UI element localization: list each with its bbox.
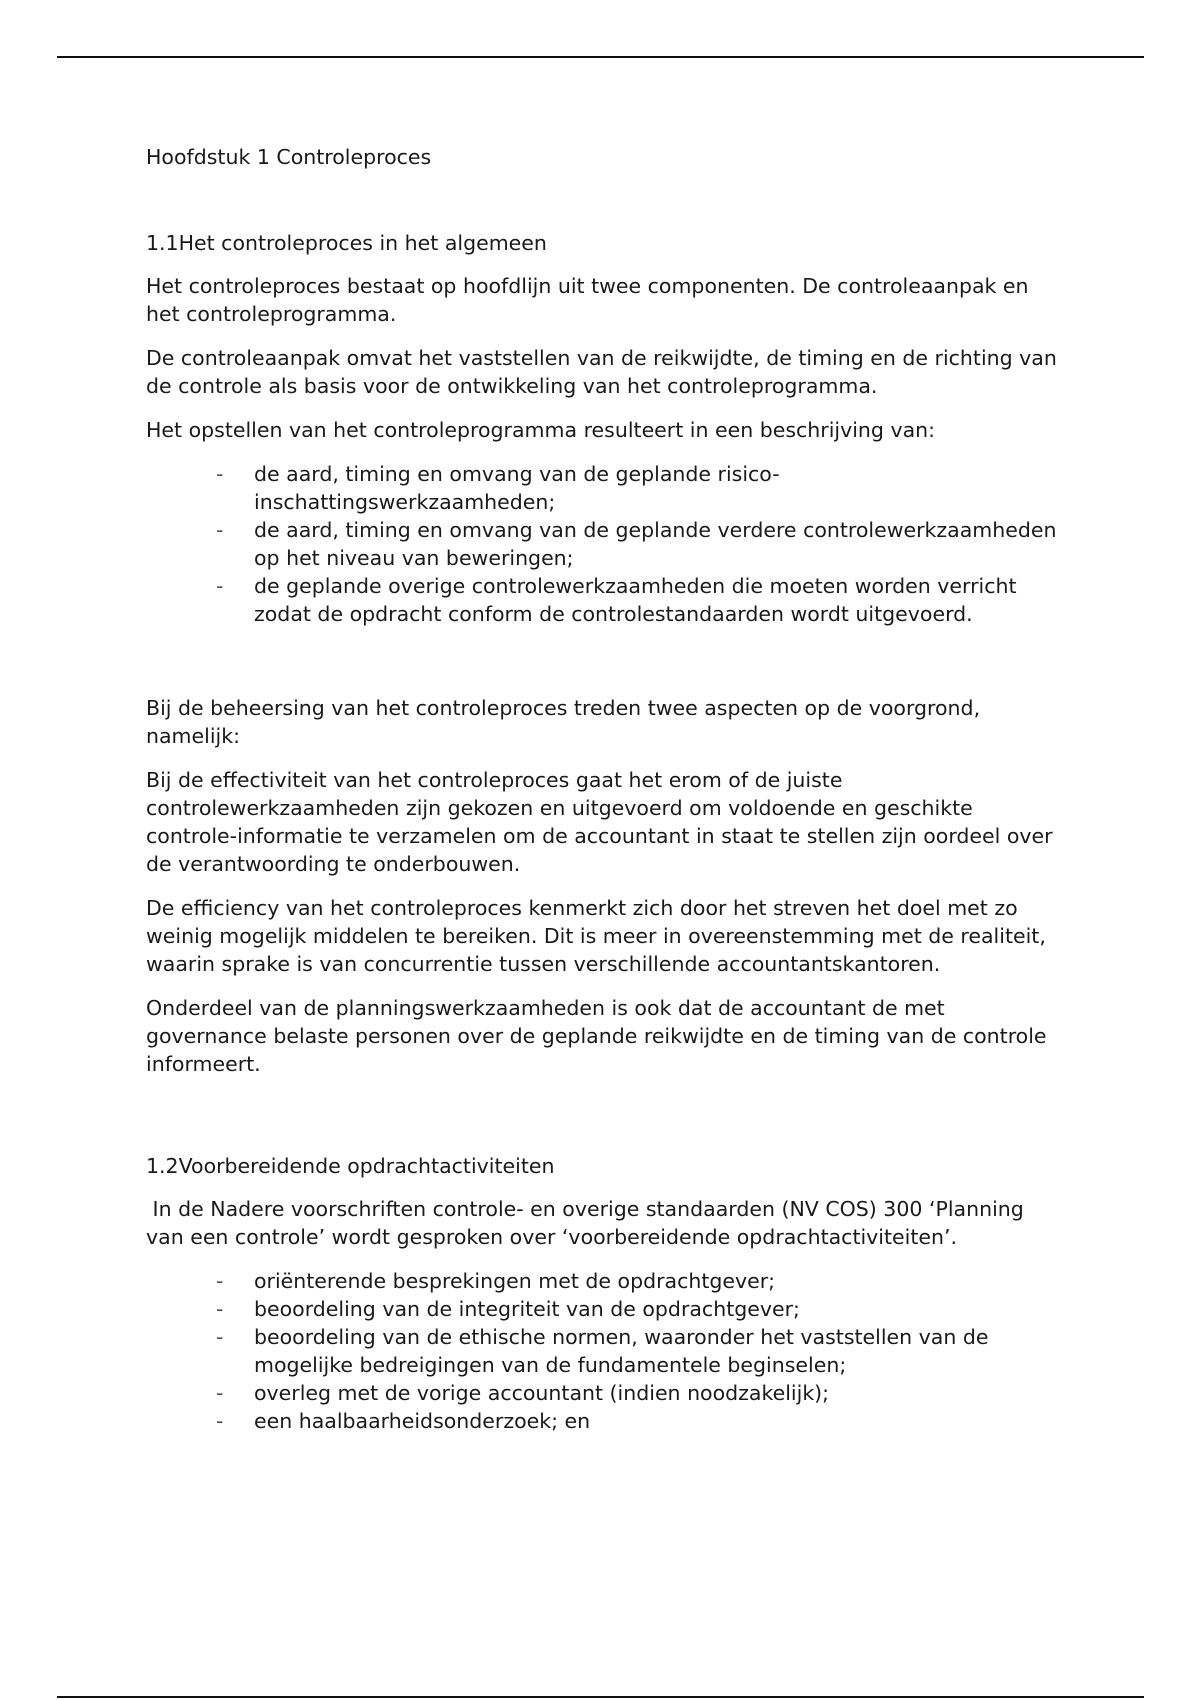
- header-rule: [57, 56, 1144, 58]
- paragraph: Het opstellen van het controleprogramma resulteert in een beschrijving van:: [146, 418, 936, 442]
- paragraph: Bij de effectiviteit van het controleproces gaat het erom of de juiste controlewerkzaamheden zijn gekozen en uitgevoerd om voldoende en geschikte controle-informatie te verzamelen om de accountant in staat te stellen zijn oordeel over de verantwoording te onderbouwen.: [146, 768, 1053, 876]
- paragraph: Bij de beheersing van het controleproces treden twee aspecten op de voorgrond, namelijk:: [146, 696, 981, 748]
- paragraph: Het controleproces bestaat op hoofdlijn uit twee componenten. De controleaanpak en het controleprogramma.: [146, 274, 1029, 326]
- list-item: - beoordeling van de ethische normen, waaronder het vaststellen van de mogelijke bedreigingen van de fundamentele beginselen;: [216, 1325, 989, 1377]
- bullet-list-controleprogramma: [146, 460, 1066, 628]
- list-item: - de aard, timing en omvang van de geplande risico-inschattingswerkzaamheden;: [216, 462, 780, 514]
- dash-bullet-icon: -: [216, 1297, 224, 1321]
- paragraph: De controleaanpak omvat het vaststellen van de reikwijdte, de timing en de richting van de controle als basis voor de ontwikkeling van het controleprogramma.: [146, 346, 1057, 398]
- dash-bullet-icon: -: [216, 1409, 224, 1433]
- section-title-1-2: 1.2Voorbereidende opdrachtactiviteiten: [146, 1154, 555, 1178]
- section-title-1-1: 1.1Het controleproces in het algemeen: [146, 231, 547, 255]
- dash-bullet-icon: -: [216, 518, 224, 542]
- paragraph: De efficiency van het controleproces kenmerkt zich door het streven het doel met zo weinig mogelijk middelen te bereiken. Dit is meer in overeenstemming met de realiteit, waarin sprake is van concurrentie tussen verschillende accountantskantoren.: [146, 896, 1046, 976]
- chapter-title: Hoofdstuk 1 Controleproces: [146, 145, 432, 169]
- dash-bullet-icon: -: [216, 1381, 224, 1405]
- bullet-list-voorbereidende-activiteiten: [146, 1267, 1066, 1435]
- list-item: - de aard, timing en omvang van de geplande verdere controlewerkzaamheden op het niveau van beweringen;: [216, 518, 1057, 570]
- paragraph: Onderdeel van de planningswerkzaamheden is ook dat de accountant de met governance belaste personen over de geplande reikwijdte en de timing van de controle informeert.: [146, 996, 1047, 1076]
- dash-bullet-icon: -: [216, 1269, 224, 1293]
- document-body: [146, 143, 1066, 1435]
- paragraph: In de Nadere voorschriften controle- en overige standaarden (NV COS) 300 ‘Planning van een controle’ wordt gesproken over ‘voorbereidende opdrachtactiviteiten’.: [146, 1197, 1031, 1249]
- dash-bullet-icon: -: [216, 574, 224, 598]
- list-item: - oriënterende besprekingen met de opdrachtgever;: [216, 1269, 776, 1293]
- dash-bullet-icon: -: [216, 462, 224, 486]
- list-item: - de geplande overige controlewerkzaamheden die moeten worden verricht zodat de opdracht conform de controlestandaarden wordt uitgevoerd.: [216, 574, 1017, 626]
- list-item: - overleg met de vorige accountant (indien noodzakelijk);: [216, 1381, 830, 1405]
- footer-rule: [57, 1696, 1144, 1698]
- list-item: - een haalbaarheidsonderzoek; en: [216, 1409, 591, 1433]
- list-item: - beoordeling van de integriteit van de opdrachtgever;: [216, 1297, 800, 1321]
- dash-bullet-icon: -: [216, 1325, 224, 1349]
